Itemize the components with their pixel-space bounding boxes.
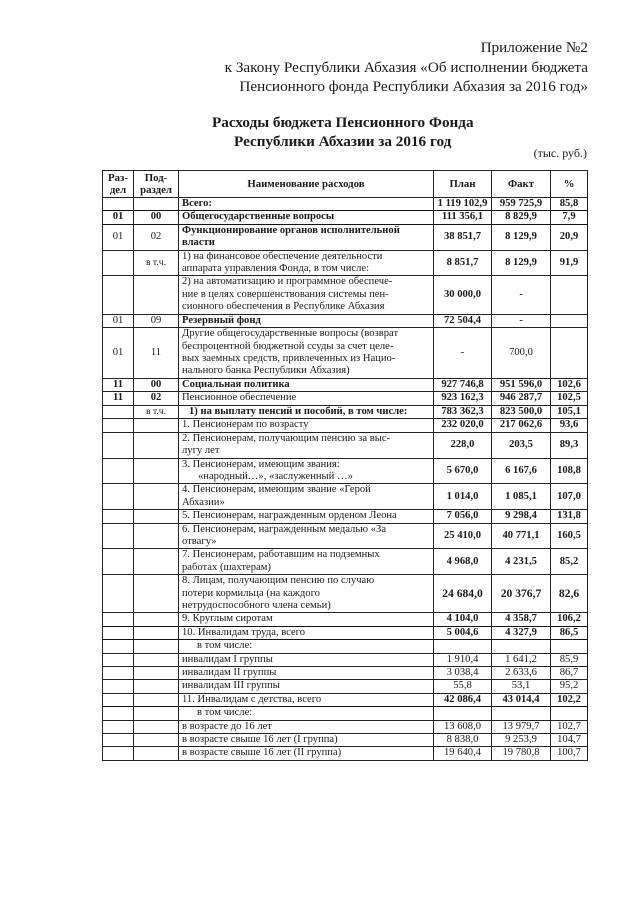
- row-fact: 4 327,9: [492, 626, 551, 639]
- row-plan: 55,8: [434, 680, 492, 693]
- row-pct: [551, 276, 588, 314]
- row-pct: [551, 314, 588, 327]
- table-row: [103, 432, 588, 458]
- row-fact: 4 358,7: [492, 613, 551, 626]
- row-plan: 1 910,4: [434, 653, 492, 666]
- row-fact: 19 780,8: [492, 747, 551, 760]
- units-label: (тыс. руб.): [533, 146, 587, 160]
- row-fact: 9 298,4: [492, 510, 551, 523]
- row-plan: 5 004,6: [434, 626, 492, 639]
- annex-reference: [225, 38, 588, 97]
- row-pct: 82,6: [551, 575, 588, 613]
- row-name: в том числе:: [179, 707, 434, 720]
- row-name: 2) на автоматизацию и программное обеспече- ние в целях совершенствования системы пен- сионного обеспечения в Республике Абхазия: [179, 276, 434, 314]
- row-name: 11. Инвалидам с детства, всего: [179, 693, 434, 706]
- row-name: Всего:: [179, 198, 434, 211]
- table-row: [103, 549, 588, 575]
- column-header-fact: Факт: [492, 171, 551, 198]
- table-row: [103, 523, 588, 549]
- row-fact: 951 596,0: [492, 379, 551, 392]
- row-name: в возрасте до 16 лет: [179, 720, 434, 733]
- row-pct: 86,5: [551, 626, 588, 639]
- row-name: Социальная политика: [179, 379, 434, 392]
- row-fact: 203,5: [492, 432, 551, 458]
- row-pct: 86,7: [551, 667, 588, 680]
- row-pct: 91,9: [551, 250, 588, 276]
- row-name: 8. Лицам, получающим пенсию по случаю потери кормильца (на каждого нетрудоспособного члена семьи): [179, 575, 434, 613]
- table-row: [103, 419, 588, 432]
- row-plan: 4 968,0: [434, 549, 492, 575]
- row-fact: 8 129,9: [492, 250, 551, 276]
- row-plan: 19 640,4: [434, 747, 492, 760]
- row-fact: 40 771,1: [492, 523, 551, 549]
- table-row: [103, 640, 588, 653]
- row-plan: 1 119 102,9: [434, 198, 492, 211]
- annex-line: Пенсионного фонда Республики Абхазия за 2016 год»: [239, 78, 588, 95]
- table-row: [103, 734, 588, 747]
- table-row: [103, 484, 588, 510]
- row-pct: 102,2: [551, 693, 588, 706]
- row-plan: 5 670,0: [434, 458, 492, 484]
- row-name: в возрасте свыше 16 лет (I группа): [179, 734, 434, 747]
- table-row: 11 02 Пенсионное обеспечение 923 162,3 946 287,7 102,5: [103, 392, 588, 405]
- row-plan: 111 356,1: [434, 211, 492, 224]
- title-line: Республики Абхазии за 2016 год: [234, 133, 452, 150]
- table-row-total: [103, 198, 588, 211]
- table-row: [103, 575, 588, 613]
- table-row: [103, 626, 588, 639]
- table-row: [103, 693, 588, 706]
- row-fact: 53,1: [492, 680, 551, 693]
- row-fact: 1 641,2: [492, 653, 551, 666]
- table-row: [103, 707, 588, 720]
- row-pct: 102,6: [551, 379, 588, 392]
- row-fact: 4 231,5: [492, 549, 551, 575]
- row-name: Функционирование органов исполнительной власти: [179, 224, 434, 250]
- row-fact: 823 500,0: [492, 405, 551, 418]
- row-plan: 25 410,0: [434, 523, 492, 549]
- table-row: в т.ч. 1) на финансовое обеспечение деятельности аппарата управления Фонда, в том числе: 8 851,7 8 129,9 91,9: [103, 250, 588, 276]
- row-name: Резервный фонд: [179, 314, 434, 327]
- row-fact: 2 633,6: [492, 667, 551, 680]
- row-plan: 3 038,4: [434, 667, 492, 680]
- table-row: [103, 653, 588, 666]
- table-row: 11 00 Социальная политика 927 746,8 951 596,0 102,6: [103, 379, 588, 392]
- row-fact: 217 062,6: [492, 419, 551, 432]
- row-name: 1) на финансовое обеспечение деятельности аппарата управления Фонда, в том числе:: [179, 250, 434, 276]
- row-fact: 946 287,7: [492, 392, 551, 405]
- row-name: 1. Пенсионерам по возрасту: [179, 419, 434, 432]
- row-pct: 102,7: [551, 720, 588, 733]
- column-header-plan: План: [434, 171, 492, 198]
- row-fact: 700,0: [492, 328, 551, 379]
- row-fact: 13 979,7: [492, 720, 551, 733]
- table-row: [103, 747, 588, 760]
- table-row: 01 00 Общегосударственные вопросы 111 356,1 8 829,9 7,9: [103, 211, 588, 224]
- row-fact: 9 253,9: [492, 734, 551, 747]
- row-pct: 100,7: [551, 747, 588, 760]
- row-name: 4. Пенсионерам, имеющим звание «Герой Абхазии»: [179, 484, 434, 510]
- table-row: 01 09 Резервный фонд 72 504,4 -: [103, 314, 588, 327]
- row-fact: 43 014,4: [492, 693, 551, 706]
- row-name: 1) на выплату пенсий и пособий, в том числе:: [179, 405, 434, 418]
- row-pct: 160,5: [551, 523, 588, 549]
- row-fact: 20 376,7: [492, 575, 551, 613]
- row-pct: 108,8: [551, 458, 588, 484]
- row-fact: 8 129,9: [492, 224, 551, 250]
- document-title: [212, 113, 474, 151]
- row-name: инвалидам III группы: [179, 680, 434, 693]
- row-name: в возрасте свыше 16 лет (II группа): [179, 747, 434, 760]
- row-plan: 13 608,0: [434, 720, 492, 733]
- table-row: [103, 458, 588, 484]
- annex-line: Приложение №2: [480, 39, 588, 56]
- row-name: 7. Пенсионерам, работавшим на подземных работах (шахтерам): [179, 549, 434, 575]
- row-plan: 4 104,0: [434, 613, 492, 626]
- row-pct: 95,2: [551, 680, 588, 693]
- row-pct: 102,5: [551, 392, 588, 405]
- row-name: 5. Пенсионерам, награжденным орденом Леона: [179, 510, 434, 523]
- row-fact: 8 829,9: [492, 211, 551, 224]
- table-row: [103, 680, 588, 693]
- row-pct: 93,6: [551, 419, 588, 432]
- row-pct: 107,0: [551, 484, 588, 510]
- row-pct: 105,1: [551, 405, 588, 418]
- row-plan: 8 851,7: [434, 250, 492, 276]
- row-plan: 38 851,7: [434, 224, 492, 250]
- table-row: [103, 276, 588, 314]
- row-plan: 72 504,4: [434, 314, 492, 327]
- column-header-subsection: Под- раздел: [134, 171, 179, 198]
- column-header-pct: %: [551, 171, 588, 198]
- row-name: Общегосударственные вопросы: [179, 211, 434, 224]
- table-row: в т.ч. 1) на выплату пенсий и пособий, в том числе: 783 362,3 823 500,0 105,1: [103, 405, 588, 418]
- row-pct: 106,2: [551, 613, 588, 626]
- table-row: [103, 720, 588, 733]
- table-row: 01 11 Другие общегосударственные вопросы (возврат беспроцентной бюджетной ссуды за счет целе- вых заемных средств, привлеченных из Нацио- нального банка Республики Абхазия) - 700,0: [103, 328, 588, 379]
- row-plan: 7 056,0: [434, 510, 492, 523]
- column-header-name: Наименование расходов: [179, 171, 434, 198]
- row-name: 3. Пенсионерам, имеющим звания: «народный…», «заслуженный …»: [179, 458, 434, 484]
- row-pct: 85,9: [551, 653, 588, 666]
- row-pct: 7,9: [551, 211, 588, 224]
- row-name: 10. Инвалидам труда, всего: [179, 626, 434, 639]
- row-pct: 85,8: [551, 198, 588, 211]
- row-pct: 89,3: [551, 432, 588, 458]
- row-plan: 24 684,0: [434, 575, 492, 613]
- row-pct: [551, 328, 588, 379]
- row-name: в том числе:: [179, 640, 434, 653]
- table-row: 01 02 Функционирование органов исполнительной власти 38 851,7 8 129,9 20,9: [103, 224, 588, 250]
- row-name: Другие общегосударственные вопросы (возврат беспроцентной бюджетной ссуды за счет целе- вых заемных средств, привлеченных из Нацио- нального банка Республики Абхазия): [179, 328, 434, 379]
- row-fact: 6 167,6: [492, 458, 551, 484]
- expenses-table: [102, 170, 588, 761]
- row-plan: 8 838,0: [434, 734, 492, 747]
- row-pct: 85,2: [551, 549, 588, 575]
- row-plan: 232 020,0: [434, 419, 492, 432]
- column-header-section: Раз- дел: [103, 171, 134, 198]
- title-line: Расходы бюджета Пенсионного Фонда: [212, 114, 474, 131]
- row-name: 9. Круглым сиротам: [179, 613, 434, 626]
- row-fact: -: [492, 276, 551, 314]
- row-pct: 20,9: [551, 224, 588, 250]
- row-name: инвалидам II группы: [179, 667, 434, 680]
- row-pct: 131,8: [551, 510, 588, 523]
- row-name: Пенсионное обеспечение: [179, 392, 434, 405]
- row-plan: -: [434, 328, 492, 379]
- row-name: инвалидам I группы: [179, 653, 434, 666]
- row-fact: -: [492, 314, 551, 327]
- row-plan: 30 000,0: [434, 276, 492, 314]
- row-pct: 104,7: [551, 734, 588, 747]
- row-name: 2. Пенсионерам, получающим пенсию за выс- лугу лет: [179, 432, 434, 458]
- row-fact: 1 085,1: [492, 484, 551, 510]
- row-plan: 1 014,0: [434, 484, 492, 510]
- row-name: 6. Пенсионерам, награжденным медалью «За отвагу»: [179, 523, 434, 549]
- table-row: [103, 667, 588, 680]
- table-row: [103, 510, 588, 523]
- row-fact: 959 725,9: [492, 198, 551, 211]
- row-plan: 42 086,4: [434, 693, 492, 706]
- row-plan: 783 362,3: [434, 405, 492, 418]
- row-plan: 923 162,3: [434, 392, 492, 405]
- annex-line: к Закону Республики Абхазия «Об исполнении бюджета: [224, 58, 588, 76]
- table-header-row: [103, 171, 588, 198]
- row-plan: 228,0: [434, 432, 492, 458]
- row-plan: 927 746,8: [434, 379, 492, 392]
- table-row: [103, 613, 588, 626]
